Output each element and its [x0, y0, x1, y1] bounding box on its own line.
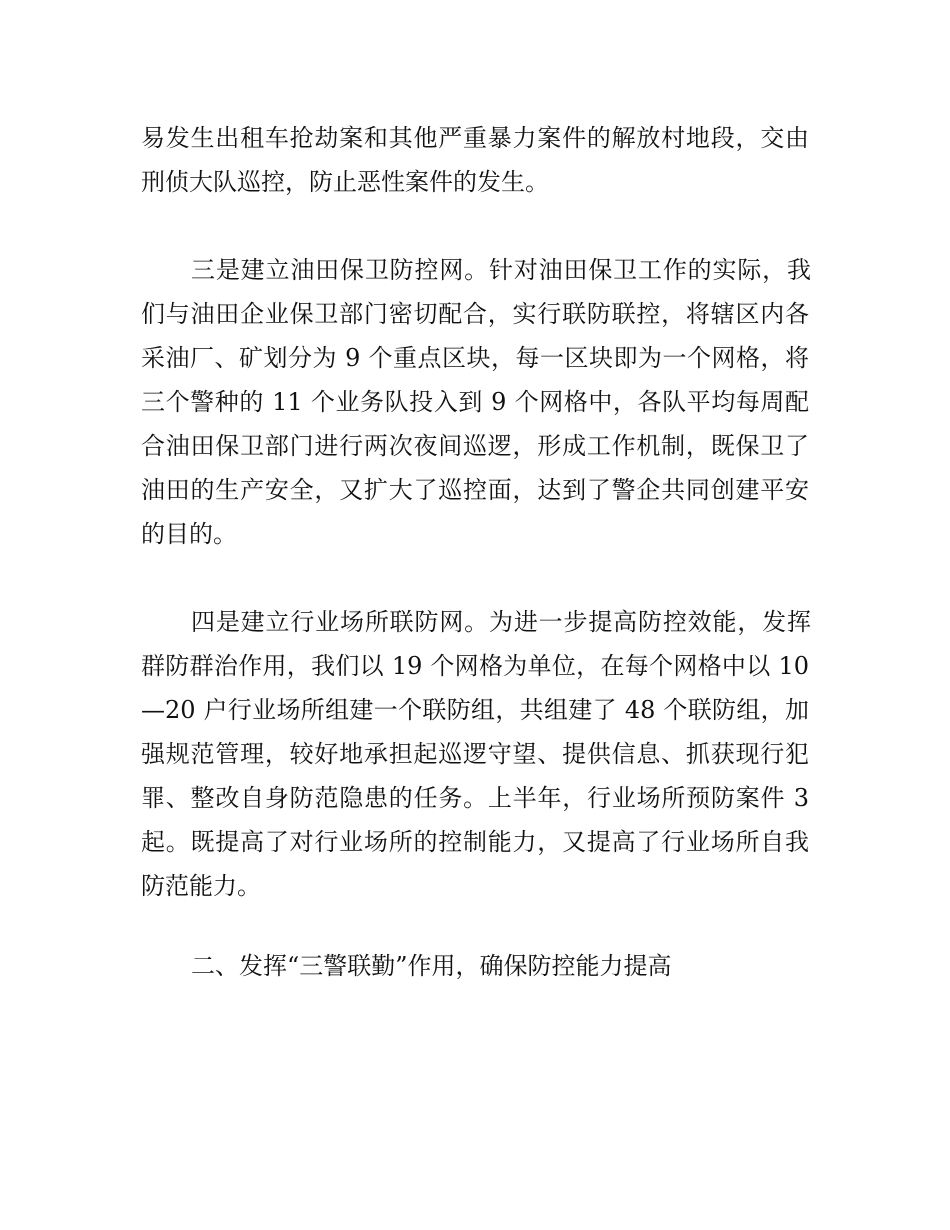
text-line: 强规范管理，较好地承担起巡逻守望、提供信息、抓获现行犯: [141, 740, 809, 768]
text-line: 易发生出租车抢劫案和其他严重暴力案件的解放村地段，交由: [141, 124, 809, 152]
text-line: —20 户行业场所组建一个联防组，共组建了 48 个联防组，加: [141, 696, 809, 724]
text-line: 的目的。: [141, 520, 237, 548]
text-line: 四是建立行业场所联防网。为进一步提高防控效能，发挥: [191, 608, 811, 636]
text-line: 三个警种的 11 个业务队投入到 9 个网格中，各队平均每周配: [141, 388, 809, 416]
text-line: 刑侦大队巡控，防止恶性案件的发生。: [141, 168, 549, 196]
text-line: 三是建立油田保卫防控网。针对油田保卫工作的实际，我: [191, 256, 811, 284]
text-line: 们与油田企业保卫部门密切配合，实行联防联控，将辖区内各: [141, 300, 809, 328]
text-line: 采油厂、矿划分为 9 个重点区块，每一区块即为一个网格，将: [141, 344, 809, 372]
text-line: 油田的生产安全，又扩大了巡控面，达到了警企共同创建平安: [141, 476, 809, 504]
text-line: 罪、整改自身防范隐患的任务。上半年，行业场所预防案件 3: [141, 784, 809, 812]
text-line: 起。既提高了对行业场所的控制能力，又提高了行业场所自我: [141, 828, 809, 856]
text-line: 合油田保卫部门进行两次夜间巡逻，形成工作机制，既保卫了: [141, 432, 809, 460]
heading-text: 二、发挥“三警联勤”作用，确保防控能力提高: [191, 952, 672, 980]
text-line: 防范能力。: [141, 872, 261, 900]
text-line: 群防群治作用，我们以 19 个网格为单位，在每个网格中以 10: [141, 652, 809, 680]
